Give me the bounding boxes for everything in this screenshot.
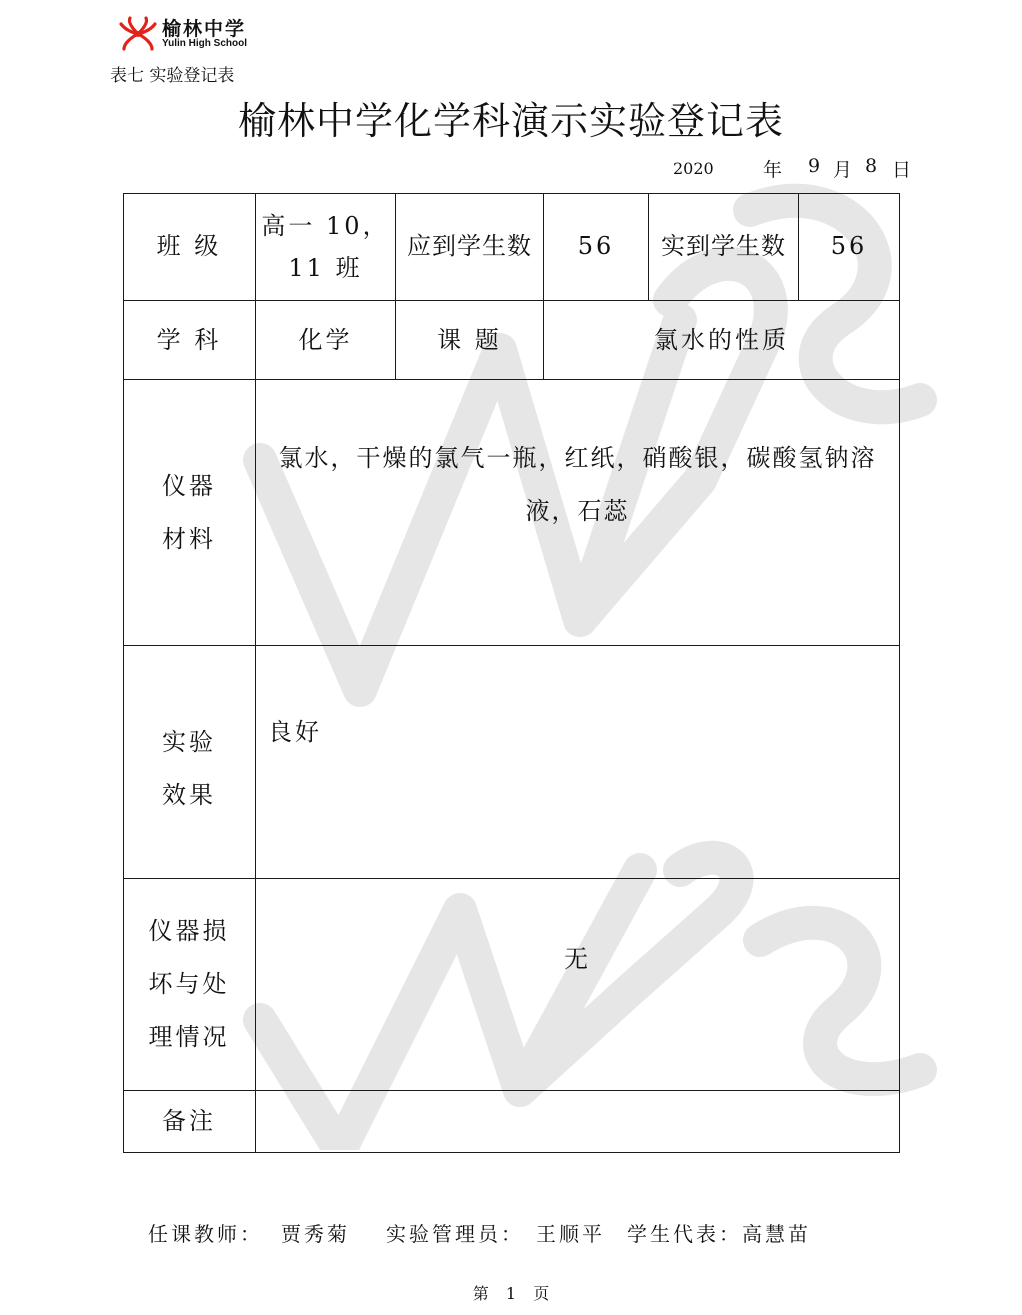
teacher-name: 贾秀菊 [281,1222,350,1246]
registration-table [123,193,900,1153]
class-value-line1: 高一 10， [261,211,390,240]
student-label: 学生代表： [627,1222,742,1246]
effect-value [256,646,899,878]
actual-students-label-text: 实到学生数 [661,232,786,261]
table-border-bottom [123,1152,900,1153]
teacher-label: 任课教师： [148,1222,263,1246]
materials-label-line1: 仪器 [162,471,216,500]
page-number-value: 1 [505,1284,517,1303]
table-border-right [899,193,900,1153]
date-day: 8 [865,155,878,177]
actual-students-label [649,193,798,300]
topic-label-text: 课 题 [437,325,502,354]
subject-value [256,301,395,379]
logo-text-en: Yulin High School [162,38,247,49]
date-month: 9 [808,155,821,177]
date-year: 2020 [673,159,714,178]
actual-students-value [799,193,899,300]
class-label [123,193,255,300]
effect-label [123,646,255,878]
damage-value-text: 无 [564,945,591,973]
page-suffix: 页 [533,1284,550,1303]
expected-students-value [544,193,648,300]
damage-label-line3: 理情况 [148,1022,230,1051]
class-value-line2: 11 班 [288,253,363,282]
effect-value-text: 良好 [268,718,322,746]
topic-value-text: 氯水的性质 [654,325,789,354]
admin-name: 王顺平 [536,1222,605,1246]
class-value [256,193,395,300]
subject-label [123,301,255,379]
class-label-text: 班 级 [156,232,222,261]
student-name: 高慧苗 [742,1222,811,1246]
date-line [0,155,1022,185]
materials-label [123,380,255,645]
damage-label-line1: 仪器损 [148,917,230,946]
effect-label-line1: 实验 [162,728,216,756]
logo-text-cn: 榆林中学 [162,18,247,40]
remarks-value [256,1091,899,1152]
date-day-unit: 日 [892,159,912,181]
materials-value-line1: 氯水，干燥的氯气一瓶，红纸，硝酸银，碳酸氢钠溶 [278,444,877,472]
school-logo [118,14,268,54]
table-label: 表七 实验登记表 [110,66,235,86]
damage-label [123,879,255,1090]
materials-value [256,380,899,645]
admin-label: 实验管理员： [386,1222,524,1246]
document-title: 榆林中学化学科演示实验登记表 [237,99,784,143]
remarks-label [123,1091,255,1152]
damage-value [256,879,899,1090]
signature-line [148,1218,811,1247]
expected-students-label-text: 应到学生数 [407,232,532,261]
expected-students-label [396,193,543,300]
subject-label-text: 学 科 [156,325,222,354]
subject-value-text: 化学 [298,325,353,354]
date-year-unit: 年 [763,159,783,181]
page-number [0,1281,1022,1304]
damage-label-line2: 坏与处 [148,970,230,999]
topic-label [396,301,543,379]
date-month-unit: 月 [833,159,853,181]
school-logo-icon [118,16,158,52]
actual-students-value-text: 56 [830,232,868,261]
topic-value [544,301,899,379]
materials-value-line2: 液，石蕊 [525,496,630,525]
effect-label-line2: 效果 [162,780,216,809]
remarks-label-text: 备注 [162,1107,216,1136]
expected-students-value-text: 56 [577,232,615,261]
materials-label-line2: 材料 [162,524,216,553]
page-prefix: 第 [472,1284,489,1303]
